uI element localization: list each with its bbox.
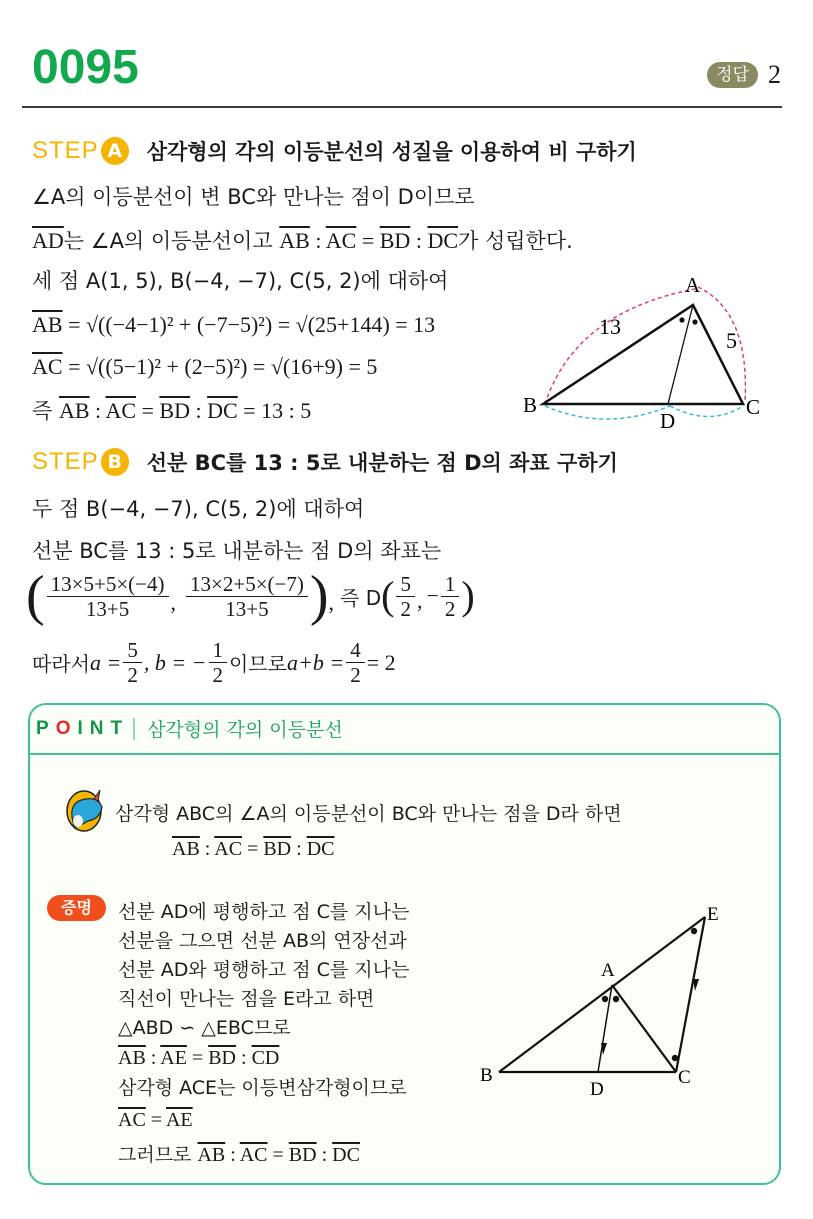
colon: : (199, 838, 215, 860)
segment-ac: $\overline{AC}$ (105, 398, 136, 423)
ac-length-calc: = √((5−1)² + (2−5)²) = √(16+9) = 5 (62, 354, 378, 379)
step-title: 삼각형의 각의 이등분선의 성질을 이용하여 비 구하기 (146, 140, 637, 164)
numerator: 13×5+5×(−4) (47, 572, 169, 597)
segment-ad: $\overline{AD}$ (32, 228, 64, 253)
problem-number: 0095 (32, 41, 139, 94)
colon: : (410, 228, 428, 253)
conclusion-line (32, 638, 396, 687)
step-a-line-2 (32, 226, 573, 256)
header-divider (22, 106, 782, 108)
step-a-line-3: 세 점 A(1, 5), B(−4, −7), C(5, 2)에 대하여 (32, 269, 449, 293)
proof-line-1: 선분 AD에 평행하고 점 C를 지나는 (118, 901, 410, 923)
step-b-line-1: 두 점 B(−4, −7), C(5, 2)에 대하여 (32, 497, 365, 521)
paren-open: ( (381, 573, 395, 618)
segment-ac: $\overline{AC}$ (239, 1144, 268, 1166)
side-ab-length: 13 (599, 314, 621, 339)
comma: , (170, 590, 177, 615)
denominator: 13+5 (85, 596, 130, 621)
point-statement: 삼각형 ABC의 ∠A의 이등분선이 BC와 만나는 점을 D라 하면 (115, 803, 622, 825)
segment-ce (676, 917, 705, 1072)
final-answer: = 2 (366, 649, 396, 675)
proof-ratio (118, 1044, 279, 1073)
answer-value: 2 (768, 60, 781, 89)
denominator: 13+5 (225, 596, 269, 621)
segment-ae: $\overline{AE}$ (165, 1109, 193, 1131)
step-a-line-1: ∠A의 이등분선이 변 BC와 만나는 점이 D이므로 (32, 185, 475, 209)
x-coordinate-fraction (47, 572, 169, 621)
label-b: B (523, 393, 538, 417)
text: 는 ∠A의 이등분선이고 (63, 229, 280, 253)
answer (707, 60, 781, 90)
label-b: B (480, 1065, 493, 1086)
sum-equals: a+b = (287, 649, 345, 675)
equals: = (356, 228, 380, 253)
text: 그러므로 (118, 1144, 198, 1166)
segment-bd: $\overline{BD}$ (208, 1047, 236, 1069)
paren-open: ( (26, 565, 45, 627)
separator (133, 718, 135, 740)
colon: : (225, 1144, 240, 1166)
proof-ac-ae (118, 1106, 193, 1135)
step-a-line-ab (32, 310, 435, 340)
b-equals: , b = − (143, 649, 207, 675)
equals: = (267, 1144, 289, 1166)
proof-badge: 증명 (47, 895, 106, 921)
segment-dc: $\overline{DC}$ (427, 228, 458, 253)
step-title: 선분 BC를 13 : 5로 내분하는 점 D의 좌표 구하기 (146, 451, 618, 475)
dy-fraction (441, 572, 460, 621)
segment-ab: $\overline{AB}$ (172, 838, 200, 860)
comma: , (328, 590, 335, 615)
comma: , (416, 588, 423, 613)
triangle-abc (543, 305, 743, 404)
segment-ab: $\overline{AB}$ (32, 312, 63, 337)
label-c: C (746, 395, 761, 419)
point-d-label: 즉 D (340, 585, 382, 610)
segment-bd: $\overline{BD}$ (288, 1144, 317, 1166)
a-equals: a = (89, 649, 122, 675)
paren-close: ) (461, 573, 475, 618)
colon: : (89, 398, 106, 423)
b-fraction (209, 638, 228, 687)
angle-mark (679, 317, 684, 322)
colon: : (236, 1047, 252, 1069)
step-a-line-ratio (32, 396, 311, 426)
angle-mark (692, 319, 697, 324)
section-formula (26, 565, 475, 627)
colon: : (189, 398, 208, 423)
parallel-arrow (693, 979, 699, 991)
segment-ab: $\overline{AB}$ (279, 228, 310, 253)
numerator: 13×2+5×(−7) (186, 572, 308, 597)
label-a: A (601, 960, 615, 981)
segment-ab: $\overline{AB}$ (118, 1047, 146, 1069)
y-coordinate-fraction (186, 572, 308, 621)
text: 이므로 (229, 652, 287, 676)
a-fraction (123, 638, 142, 687)
equals: = (145, 1109, 166, 1131)
step-letter-badge: A (101, 137, 129, 165)
side-ac-length: 5 (726, 328, 737, 353)
point-divider (28, 753, 781, 755)
denominator: 2 (400, 596, 411, 621)
step-letter-badge: B (101, 448, 129, 476)
answer-badge: 정답 (707, 62, 758, 88)
point-formula (172, 835, 334, 864)
colon: : (145, 1047, 161, 1069)
letters: INT (77, 717, 130, 739)
step-b-line-2: 선분 BC를 13 : 5로 내분하는 점 D의 좌표는 (32, 539, 442, 563)
segment-ae: $\overline{AE}$ (160, 1047, 187, 1069)
denominator: 2 (212, 663, 224, 687)
dx-fraction (396, 572, 415, 621)
segment-bd: $\overline{BD}$ (159, 398, 190, 423)
proof-line-5: △ABD ∽ △EBC므로 (118, 1017, 291, 1039)
denominator: 2 (444, 596, 456, 621)
step-a-line-ac (32, 352, 377, 382)
sum-fraction (346, 638, 365, 687)
step-a-heading (32, 136, 637, 166)
text: 가 성립한다. (458, 229, 573, 253)
paren-close: ) (309, 565, 329, 627)
angle-mark (613, 996, 619, 1002)
denominator: 2 (127, 663, 138, 687)
segment-ac: $\overline{AC}$ (325, 228, 357, 253)
segment-ac: $\overline{AC}$ (118, 1109, 146, 1131)
text: 즉 (32, 399, 59, 423)
equals: = (136, 398, 160, 423)
proof-line-3: 선분 AD와 평행하고 점 C를 지나는 (118, 959, 410, 981)
segment-ac (612, 985, 676, 1072)
colon: : (316, 1144, 333, 1166)
label-a: A (685, 273, 701, 297)
arc-ac (698, 287, 745, 402)
equals: = (242, 838, 264, 860)
equals: = (186, 1047, 209, 1069)
ratio-value: = 13 : 5 (237, 398, 312, 423)
point-label (36, 718, 129, 740)
label-e: E (707, 904, 719, 925)
angle-mark (672, 1055, 678, 1061)
segment-ac: $\overline{AC}$ (32, 354, 63, 379)
segment-dc: $\overline{DC}$ (332, 1144, 360, 1166)
ab-length-calc: = √((−4−1)² + (−7−5)²) = √(25+144) = 13 (62, 312, 436, 337)
angle-mark (691, 928, 697, 934)
colon: : (309, 228, 326, 253)
label-d: D (590, 1079, 604, 1100)
segment-bd: $\overline{BD}$ (379, 228, 411, 253)
numerator: 5 (123, 638, 142, 663)
mascot-icon (64, 787, 106, 833)
proof-isosceles: 삼각형 ACE는 이등변삼각형이므로 (118, 1077, 407, 1099)
triangle-figure-proof (470, 895, 740, 1105)
point-heading (36, 715, 343, 742)
step-label: STEP (32, 137, 99, 164)
arc-bd (545, 406, 670, 419)
minus: − (426, 583, 439, 608)
segment-dc: $\overline{DC}$ (207, 398, 238, 423)
segment-ac: $\overline{AC}$ (214, 838, 243, 860)
label-c: C (678, 1067, 691, 1088)
step-b-heading (32, 447, 618, 477)
denominator: 2 (350, 663, 361, 687)
numerator: 4 (346, 638, 365, 663)
segment-bd: $\overline{BD}$ (263, 838, 292, 860)
angle-mark (602, 996, 608, 1002)
segment-ab: $\overline{AB}$ (58, 398, 90, 423)
proof-conclusion (118, 1141, 360, 1170)
segment-ab: $\overline{AB}$ (197, 1144, 226, 1166)
segment-dc: $\overline{DC}$ (306, 838, 335, 860)
proof-line-2: 선분을 그으면 선분 AB의 연장선과 (118, 930, 407, 952)
letter: P (36, 717, 56, 739)
text: 따라서 (32, 652, 90, 676)
arc-dc (670, 406, 743, 417)
point-title: 삼각형의 각의 이등분선 (147, 719, 343, 741)
proof-line-4: 직선이 만나는 점을 E라고 하면 (118, 988, 375, 1010)
numerator: 1 (441, 572, 460, 597)
numerator: 5 (396, 572, 415, 597)
letter: O (55, 717, 78, 739)
colon: : (291, 838, 307, 860)
numerator: 1 (209, 638, 228, 663)
segment-cd: $\overline{CD}$ (251, 1047, 280, 1069)
label-d: D (660, 409, 676, 432)
step-label: STEP (32, 448, 99, 475)
triangle-figure-step-a (515, 272, 775, 432)
